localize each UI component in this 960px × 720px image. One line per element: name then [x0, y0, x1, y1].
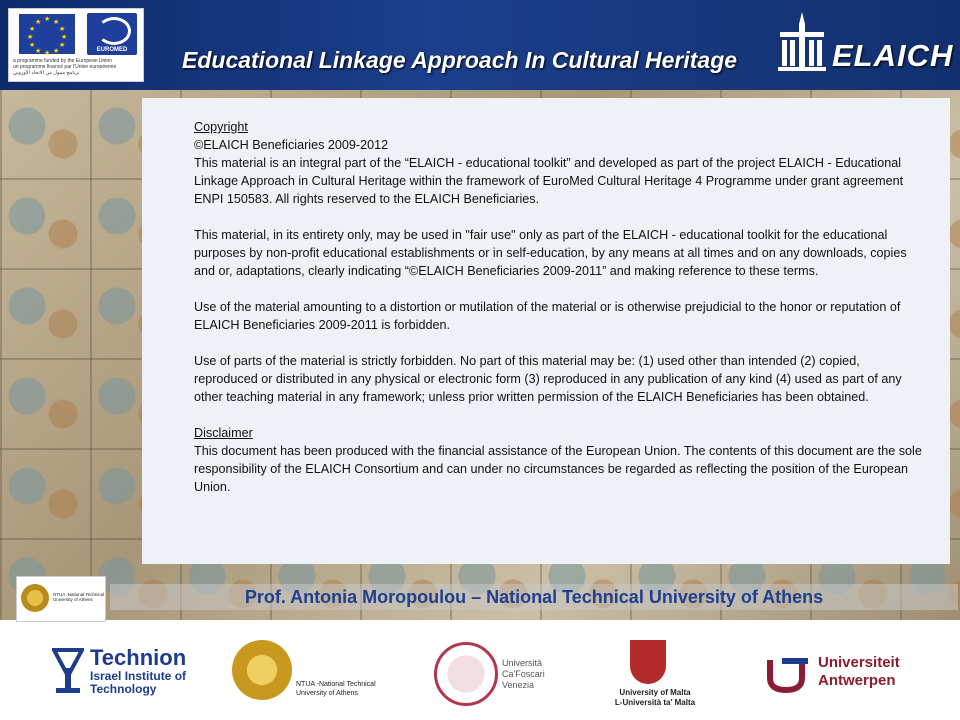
- paragraph-1: This material is an integral part of the “ELAICH - educational toolkit” and developed as part of the project ELAICH - Educational Linkage Approach in Cultural Heritage within the framework of EuroMed Cultural Heritage 4 Programme under grant agreement ENPI 150583. All rights reserved to the ELAICH Beneficiaries.: [194, 156, 904, 206]
- antwerp-line1: Universiteit: [818, 654, 900, 671]
- technion-sub2: Technology: [90, 682, 157, 696]
- elaich-logo: [764, 8, 956, 82]
- malta-shield-icon: [630, 640, 666, 684]
- copyright-text: [194, 118, 924, 496]
- partner-logos: [0, 626, 960, 720]
- antwerp-logo: [766, 626, 926, 720]
- ntua-line1: NTUA -National Technical: [296, 681, 376, 688]
- eu-funding-caption: a programme funded by the European Union un programme financé par l'Union européenne برنامج ممول من الاتحاد الأوروبي: [13, 58, 117, 76]
- antwerp-emblem-icon: [766, 656, 810, 694]
- temple-building-icon: [776, 10, 828, 74]
- disclaimer-heading: Disclaimer: [194, 426, 253, 440]
- eu-euromed-logo: [8, 8, 144, 82]
- paragraph-4: Use of parts of the material is strictly forbidden. No part of this material may be: (1) used other than intended (2) copied, reproduced or distributed in any physical or electronic form (3) reproduced in any publication of any kind (4) used as part of any other teaching material in any framework; unless prior written permission of the ELAICH Beneficiaries has been obtained.: [194, 354, 902, 404]
- header-bar: [0, 0, 960, 90]
- venezia-logo: [434, 626, 564, 720]
- disclaimer-text: This document has been produced with the financial assistance of the European Union. The contents of this document are the sole responsibility of the ELAICH Consortium and can under no circumstances be regarded as reflecting the position of the European Union.: [194, 444, 922, 494]
- ntua-small-label: NTUA -National Technical University of Athens: [53, 592, 105, 602]
- antwerp-line2: Antwerpen: [818, 672, 896, 689]
- euromed-label: EUROMED: [96, 47, 128, 53]
- malta-line2: L-Università ta' Malta: [614, 698, 696, 707]
- technion-logo: [52, 626, 202, 720]
- ntua-line2: University of Athens: [296, 690, 358, 697]
- ntua-seal-icon: [21, 584, 49, 612]
- euromed-logo-icon: [87, 13, 137, 55]
- ntua-coin-icon: [232, 640, 292, 700]
- content-panel: [142, 98, 950, 564]
- technion-name: Technion: [90, 645, 187, 670]
- technion-emblem-icon: [52, 646, 84, 696]
- venezia-line3: Venezia: [502, 680, 535, 690]
- ntua-partner-logo: [232, 626, 392, 720]
- malta-line1: University of Malta: [619, 688, 691, 697]
- venezia-line2: Ca'Foscari: [502, 669, 545, 679]
- paragraph-2: This material, in its entirety only, may be used in "fair use" only as part of the ELAICH - educational toolkit for the educational purposes by non-profit educational establishments or in self-education, by any means at all times and on any downloads, copies and or, adaptations, clearly indicating “©ELAICH Beneficiaries 2009-2011” and making reference to these terms.: [194, 228, 907, 278]
- venezia-line1: Università: [502, 658, 543, 668]
- paragraph-3: Use of the material amounting to a distortion or mutilation of the material or is otherwise prejudicial to the honor or reputation of ELAICH Beneficiaries 2009-2011 is forbidden.: [194, 300, 901, 332]
- malta-logo: [610, 626, 700, 720]
- footer-strip: [0, 576, 960, 620]
- presenter-credit: Prof. Antonia Moropoulou – National Technical University of Athens: [110, 584, 958, 610]
- eu-flag-icon: ★ ★ ★ ★ ★ ★ ★ ★ ★ ★ ★ ★: [19, 14, 75, 54]
- venezia-seal-icon: [434, 642, 498, 706]
- technion-sub1: Israel Institute of: [90, 669, 187, 683]
- elaich-wordmark: ELAICH: [832, 38, 954, 73]
- page-title: Educational Linkage Approach In Cultural Heritage: [182, 47, 738, 73]
- copyright-line: ©ELAICH Beneficiaries 2009-2012: [194, 138, 389, 152]
- copyright-heading: Copyright: [194, 120, 248, 134]
- ntua-small-logo: [16, 576, 106, 622]
